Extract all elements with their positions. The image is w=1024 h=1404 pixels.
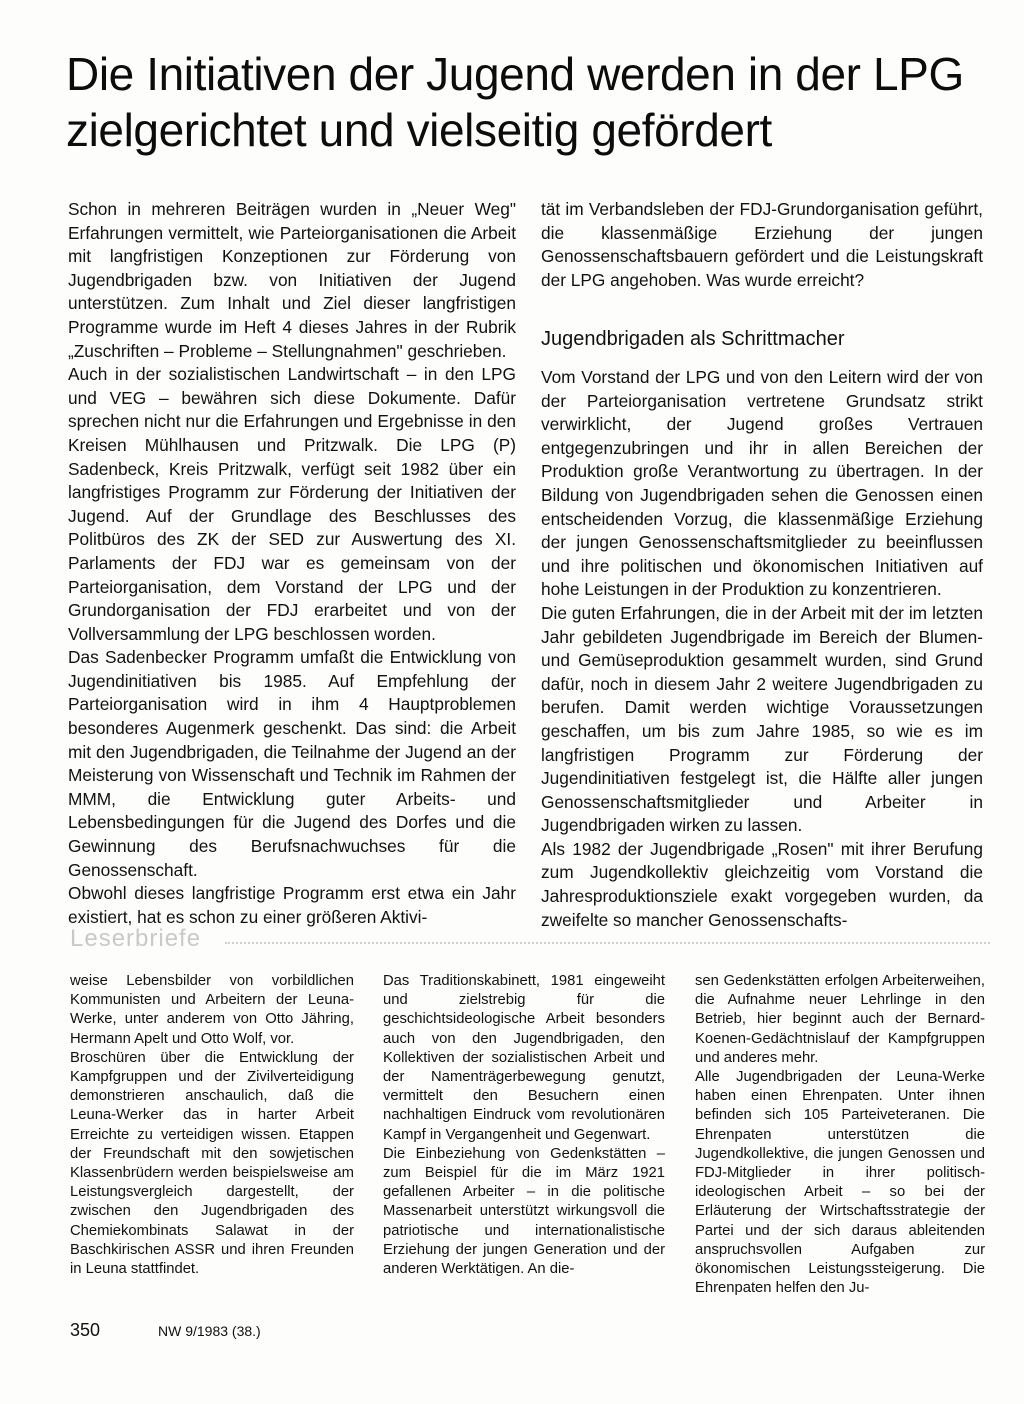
letters-paragraph: sen Gedenkstätten erfolgen Arbeiterweihen, die Aufnahme neuer Lehrlinge in den Betrieb, hier beginnt auch der Bernard-Koenen-Gedächtnislauf der Kampfgruppen und anderes mehr. bbox=[695, 973, 985, 1066]
letters-paragraph: Das Traditionskabinett, 1981 eingeweiht und zielstrebig für die geschichtsideologische Arbeit besonders auch von den Jugendbrigaden, den Kollektiven der sozialistischen Arbeit und der Namenträgerbewegung genutzt, vermittelt den Besuchern einen nachhaltigen Eindruck vom revolutionären Kampf in Vergangenheit und Gegenwart. bbox=[383, 973, 665, 1143]
article-paragraph: tät im Verbandsleben der FDJ-Grundorganisation geführt, die klassenmäßige Erziehung der jungen Genossenschaftsbauern gefördert und die Leistungskraft der LPG angehoben. Was wurde erreicht? bbox=[541, 199, 983, 290]
letters-paragraph: Die Einbeziehung von Gedenkstätten – zum Beispiel für die im März 1921 gefallenen Arbeiter – in die politische Massenarbeit unterstützt wirkungsvoll die patriotische und internationalistische Erziehung der jungen Generation und der anderen Werktätigen. An die- bbox=[383, 1145, 665, 1278]
letters-paragraph: Broschüren über die Entwicklung der Kampfgruppen und der Zivilverteidigung demonstrieren anschaulich, daß die Leuna-Werker das in harter Arbeit Erreichte zu verteidigen wissen. Etappen der Freundschaft mit den sowjetischen Klassenbrüdern werden beispielsweise am Leistungsvergleich dargestellt, der zwischen den Jugendbrigaden des Chemiekombinats Salawat in der Baschkirischen ASSR und ihren Freunden in Leuna stattfindet. bbox=[70, 1049, 354, 1278]
article-column-left bbox=[68, 198, 516, 929]
article-paragraph: Auch in der sozialistischen Landwirtschaft – in den LPG und VEG – bewähren sich diese Dokumente. Dafür sprechen nicht nur die Erfahrungen und Ergebnisse in den Kreisen Mühlhausen und Pritzwalk. Die LPG (P) Sadenbeck, Kreis Pritzwalk, verfügt seit 1982 über ein langfristiges Programm zur Förderung der Initiativen der Jugend. Auf der Grundlage des Beschlusses des Politbüros des ZK der SED zur Auswertung des XI. Parlaments der FDJ war es gemeinsam von der Parteiorganisation, dem Vorstand der LPG und der Grundorganisation der FDJ erarbeitet und von der Vollversammlung der LPG beschlossen worden. bbox=[68, 364, 516, 644]
issue-reference: NW 9/1983 (38.) bbox=[158, 1323, 261, 1339]
section-label-leserbriefe: Leserbriefe bbox=[70, 925, 202, 952]
letters-paragraph: weise Lebensbilder von vorbildlichen Kommunisten und Arbeitern der Leuna-Werke, unter anderem von Otto Jähring, Hermann Apelt und Otto Wolf, vor. bbox=[70, 973, 354, 1047]
article-subheading: Jugendbrigaden als Schrittmacher bbox=[541, 328, 845, 350]
article-paragraph: Das Sadenbecker Programm umfaßt die Entwicklung von Jugendinitiativen bis 1985. Auf Empfehlung der Parteiorganisation wird in ihm 4 Hauptproblemen besonderes Augenmerk geschenkt. Das sind: die Arbeit mit den Jugendbrigaden, die Teilnahme der Jugend an der Meisterung von Wissenschaft und Technik im Rahmen der MMM, die Entwicklung guter Arbeits- und Lebensbedingungen für die Jugend des Dorfes und die Gewinnung des Berufsnachwuchses für die Genossenschaft. bbox=[68, 647, 516, 880]
page-number: 350 bbox=[70, 1320, 101, 1340]
article-column-right bbox=[541, 366, 983, 932]
letters-column-2 bbox=[383, 972, 665, 1279]
section-divider bbox=[225, 942, 990, 944]
article-paragraph: Obwohl dieses langfristige Programm erst etwa ein Jahr existiert, hat es schon zu einer größeren Aktivi- bbox=[68, 883, 516, 927]
article-paragraph: Schon in mehreren Beiträgen wurden in „Neuer Weg" Erfahrungen vermittelt, wie Parteiorganisationen die Arbeit mit langfristigen Konzeptionen zur Förderung von Jugendbrigaden bzw. von Initiativen der Jugend unterstützen. Zum Inhalt und Ziel dieser langfristigen Programme wurde im Heft 4 dieses Jahres in der Rubrik „Zuschriften – Probleme – Stellungnahmen" geschrieben. bbox=[68, 199, 516, 361]
article-headline: Die Initiativen der Jugend werden in der LPG zielgerichtet und vielseitig gefördert bbox=[66, 48, 964, 156]
article-paragraph: Als 1982 der Jugendbrigade „Rosen" mit ihrer Berufung zum Jugendkollektiv gleichzeitig vom Vorstand die Jahresproduktionsziele exakt vorgegeben wurden, da zweifelte so mancher Genossenschafts- bbox=[541, 838, 983, 930]
letters-paragraph: Alle Jugendbrigaden der Leuna-Werke haben einen Ehrenpaten. Unter ihnen befinden sich 105 Parteiveteranen. Die Ehrenpaten unterstützen die Jugendkollektive, die jungen Genossen und FDJ-Mitglieder in ihrer politisch-ideologischen Arbeit – so bei der Erläuterung der Wirtschaftsstrategie der Partei und der sich daraus ableitenden anspruchsvollen Aufgaben zur ökonomischen Leistungssteigerung. Die Ehrenpaten helfen den Ju- bbox=[695, 1069, 985, 1297]
article-paragraph: Die guten Erfahrungen, die in der Arbeit mit der im letzten Jahr gebildeten Jugendbrigade im Bereich der Blumen- und Gemüseproduktion gesammelt wurden, sind Grund dafür, noch in diesem Jahr 2 weitere Jugendbrigaden zu berufen. Damit werden wichtige Voraussetzungen geschaffen, um bis zum Jahre 1985, so wie es im langfristigen Programm zur Förderung der Jugendinitiativen festgelegt ist, die Hälfte aller jungen Genossenschaftsmitglieder und Arbeiter in Jugendbrigaden wirken zu lassen. bbox=[541, 602, 983, 836]
letters-column-3 bbox=[695, 972, 985, 1298]
article-column-right-intro bbox=[541, 198, 983, 292]
article-paragraph: Vom Vorstand der LPG und von den Leitern wird der von der Parteiorganisation vertretene Grundsatz strikt verwirklicht, der Jugend großes Vertrauen entgegenzubringen und ihr in allen Bereichen der Produktion große Verantwortung zu übertragen. In der Bildung von Jugendbrigaden sehen die Genossen einen entscheidenden Vorzug, die klassenmäßige Erziehung der jungen Genossenschaftsmitglieder zu beeinflussen und ihre politischen und ökonomischen Initiativen auf hohe Leistungen in der Produktion zu konzentrieren. bbox=[541, 367, 983, 600]
letters-column-1 bbox=[70, 972, 354, 1279]
